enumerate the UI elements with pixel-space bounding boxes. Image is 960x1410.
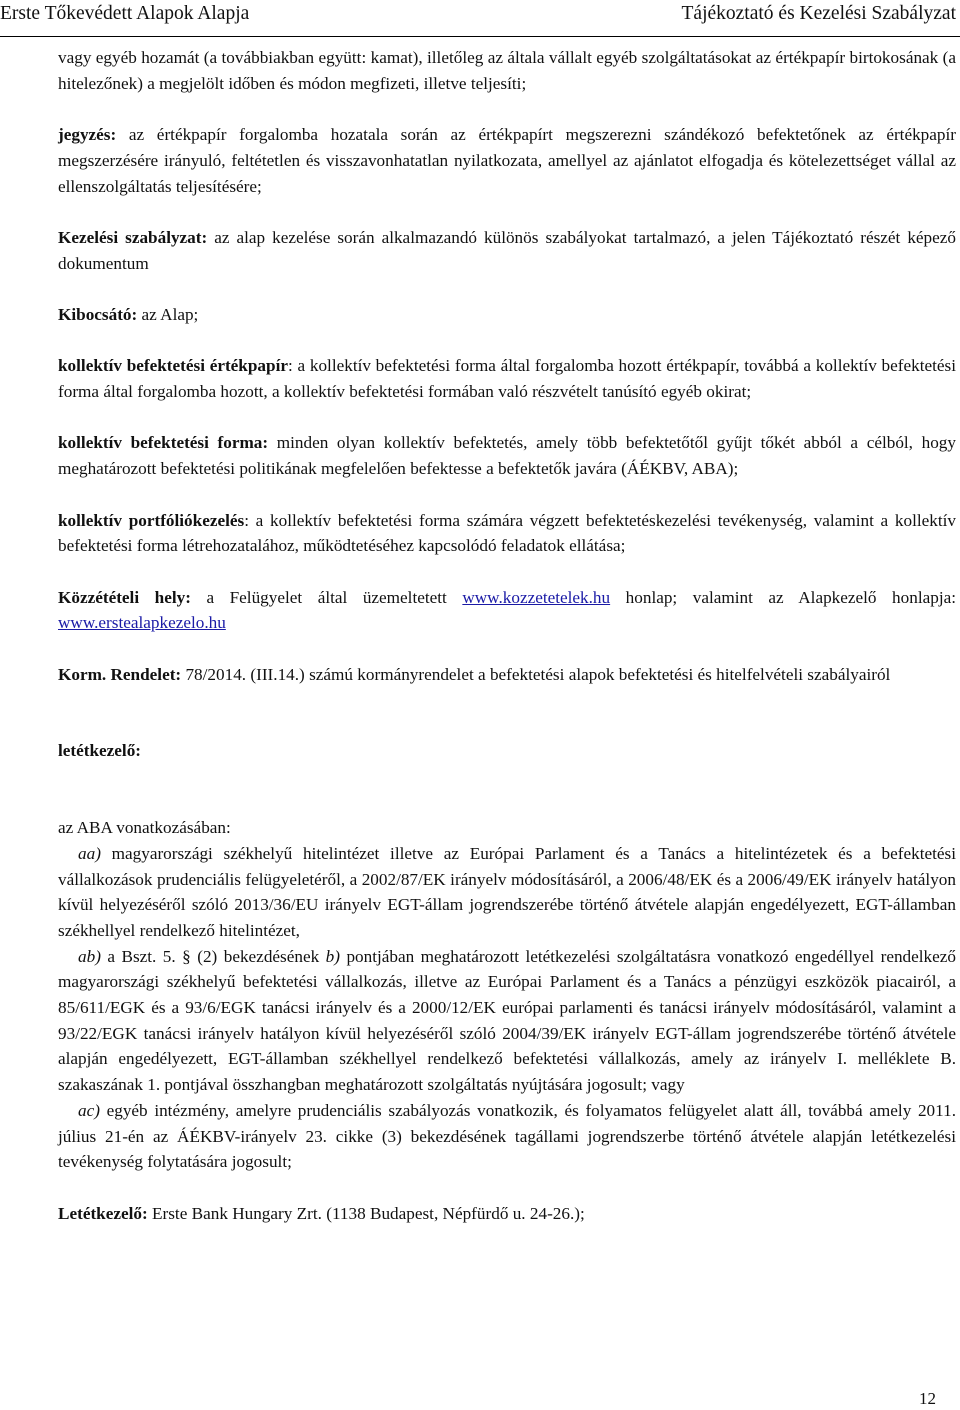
list-text: magyarországi székhelyű hitelintézet illetve az Európai Parlament és a Tanács a hitelintézetek és a befektetési vállalkozások prudenciális felügyeletéről, a 2002/87/EK irányelv módosításáról, a 2006/48/EK és a 2006/49/EK irányelv hatályon kívül helyezéséről szóló 2013/36/EU irányelv EGT-állam jogrendszerébe történő átvétele alapján engedélyezett, EGT-államban székhellyel rendelkező hitelintézet, [58, 843, 956, 940]
page-number: 12 [919, 1389, 936, 1408]
definition-term: Korm. Rendelet: [58, 664, 182, 684]
list-label: aa) [78, 843, 101, 863]
definition-term: Letétkezelő: [58, 1203, 148, 1223]
definition-letetkezelo-name [58, 1201, 956, 1227]
definition-kollektiv-befektetesi-ertekpapir [58, 353, 956, 404]
list-item-ac [58, 1098, 956, 1175]
definition-text: honlap; valamint az Alapkezelő honlapja: [610, 587, 957, 607]
list-text: egyéb intézmény, amelyre prudenciális szabályozás vonatkozik, és folyamatos felügyelet alatt áll, továbbá amely 2011. július 21-én az ÁÉKBV-irányelv 23. cikke (3) bekezdésének tagállami jogrendszerbe történő átvétele alapján letétkezelési tevékenység folytatására jogosult; [58, 1100, 956, 1172]
definition-kollektiv-befektetesi-forma [58, 430, 956, 481]
kozzetetelek-link[interactable]: www.kozzetetelek.hu [462, 587, 611, 607]
erstealapkezelo-link[interactable]: www.erstealapkezelo.hu [58, 613, 226, 633]
paragraph-continuation [58, 45, 956, 96]
definition-term: kollektív befektetési forma: [58, 433, 269, 453]
header-fund-name: Erste Tőkevédett Alapok Alapja [0, 3, 250, 24]
letetkezelo-intro: az ABA vonatkozásában: [58, 818, 231, 838]
definition-text: a Felügyelet által üzemeltetett [190, 587, 463, 607]
header-document-title: Tájékoztató és Kezelési Szabályzat [681, 3, 956, 24]
definition-text: Erste Bank Hungary Zrt. (1138 Budapest, Népfürdő u. 24-26.); [147, 1203, 585, 1223]
definition-letetkezelo-heading [58, 738, 956, 764]
list-inline-label: b) [325, 946, 340, 966]
definition-kollektiv-portfoliokezeles [58, 508, 956, 559]
definition-text: 78/2014. (III.14.) számú kormányrendelet a befektetési alapok befektetési és hitelfelvételi szabályairól [181, 664, 891, 684]
definition-text: az értékpapír forgalomba hozatala során az értékpapírt megszerezni szándékozó befektetőnek az értékpapír megszerzésére irányuló, feltétetlen és visszavonhatatlan nyilatkozata, amellyel az ajánlatot elfogadja és kötelezettséget vállal az ellenszolgáltatás teljesítésére; [58, 125, 956, 196]
definition-kibocsato [58, 302, 956, 328]
definition-term: kollektív portfóliókezelés [58, 510, 245, 530]
definition-term: Közzétételi hely: [58, 587, 191, 607]
definition-term: jegyzés: [58, 125, 117, 145]
definition-term: letétkezelő: [58, 741, 142, 761]
paragraph-text: vagy egyéb hozamát (a továbbiakban együtt: kamat), illetőleg az általa vállalt egyéb szolgáltatásokat az értékpapír birtokosának (a hitelezőnek) a megjelölt időben és módon megfizeti, illetve teljesíti; [58, 48, 956, 93]
page-header [0, 0, 960, 37]
definition-text: : a kollektív befektetési forma számára végzett befektetéskezelési tevékenység, valamint a kollektív befektetési forma létrehozatalához, működtetéséhez kapcsolódó feladatok ellátása; [58, 510, 956, 556]
list-label: ab) [78, 946, 101, 966]
list-text: a Bszt. 5. § (2) bekezdésének [100, 946, 326, 966]
definition-korm-rendelet [58, 662, 956, 688]
list-item-aa [58, 841, 956, 944]
definition-term: Kibocsátó: [58, 304, 138, 324]
list-label: ac) [78, 1100, 100, 1120]
list-item-ab [58, 944, 956, 1098]
definition-term: kollektív befektetési értékpapír [58, 356, 288, 376]
definition-text: az alap kezelése során alkalmazandó különös szabályokat tartalmazó, a jelen Tájékoztató részét képező dokumentum [58, 227, 956, 273]
definition-text: az Alap; [137, 304, 199, 324]
document-body [58, 45, 956, 1226]
definition-jegyzes [58, 122, 956, 199]
definition-kozzeteteli-hely [58, 585, 956, 636]
list-text: pontjában meghatározott letétkezelési szolgáltatásra vonatkozó engedéllyel rendelkező magyarországi székhelyű befektetési vállalkozás, illetve az Európai Parlament és a Tanács a pénzügyi eszközök piacairól, a 85/611/EGK és a 93/6/EGK tanácsi irányelv és a 2000/12/EK európai parlamenti és tanácsi irányelv módosításáról, valamint a 93/22/EGK tanácsi irányelv hatályon kívül helyezéséről szóló 2004/39/EK irányelv EGT-állam jogrendszerébe történő átvétele alapján engedélyezett, EGT-államban székhellyel rendelkező befektetési vállalkozás, amely az irányelv I. melléklete B. szakaszának 1. pontjával összhangban meghatározott szolgáltatás nyújtására jogosult; vagy [58, 946, 956, 1095]
definition-text: : a kollektív befektetési forma által forgalomba hozott értékpapír, továbbá a kollektív befektetési forma által forgalomba hozott, a kollektív befektetési formában való részvételt tanúsító egyéb okirat; [58, 356, 957, 402]
definition-text: minden olyan kollektív befektetés, amely több befektetőtől gyűjt tőkét abból a célból, hogy meghatározott befektetési politikának megfelelően befektesse a befektetők javára (ÁÉKBV, ABA); [58, 433, 956, 479]
definition-term: Kezelési szabályzat: [58, 227, 208, 247]
definition-kezelesi-szabalyzat [58, 225, 956, 276]
